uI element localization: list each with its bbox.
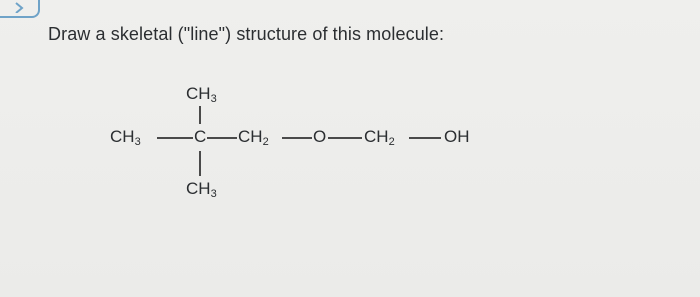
bond-oxygen-ch2 bbox=[328, 137, 362, 139]
bottom-methyl-group: $CH_3$ bbox=[186, 179, 217, 200]
bond-carbon-ch2 bbox=[207, 137, 237, 139]
first-methylene-group: $CH_2$ bbox=[238, 127, 269, 148]
bond-bottom-vertical bbox=[199, 151, 201, 176]
left-methyl-group: $CH_3$ bbox=[110, 127, 141, 148]
bond-ch2-oxygen bbox=[282, 137, 312, 139]
central-carbon: C bbox=[194, 127, 207, 146]
second-methylene-group: $CH_2$ bbox=[364, 127, 395, 148]
bond-left-horizontal bbox=[157, 137, 193, 139]
top-methyl-group: $CH_3$ bbox=[186, 84, 217, 105]
hydroxyl-group: OH bbox=[444, 127, 470, 146]
ether-oxygen: O bbox=[313, 127, 327, 146]
question-prompt: Draw a skeletal ("line") structure of this molecule: bbox=[48, 24, 445, 44]
bond-top-vertical bbox=[199, 106, 201, 124]
bond-ch2-hydroxyl bbox=[409, 137, 441, 139]
